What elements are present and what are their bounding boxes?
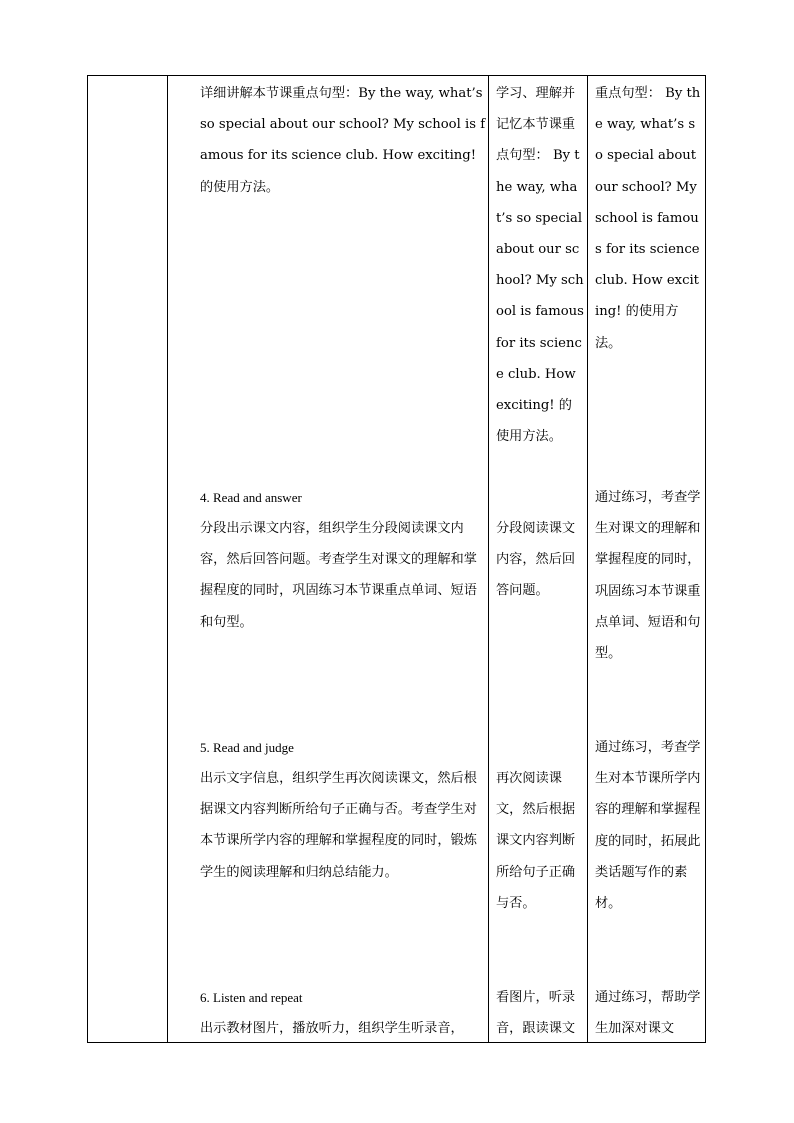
lesson-table [87, 75, 706, 1043]
design-intent-cell-4: 通过练习，帮助学生加深对课文 [595, 990, 701, 1037]
teacher-activity-cell-2: 分段出示课文内容，组织学生分段阅读课文内容，然后回答问题。考查学生对课文的理解和掌握程度的同时，巩固练习本节课重点单词、短语和句型。 [200, 521, 477, 630]
teacher-activity-cell-1: 详细讲解本节课重点句型：By the way, what’s so special about our school? My school is famous for its science club. How exciting! 的使用方法。 [200, 86, 486, 195]
column-divider-1 [167, 76, 168, 1042]
design-intent-cell-3: 通过练习，考查学生对本节课所学内容的理解和掌握程度的同时，拓展此类话题写作的素材。 [595, 740, 701, 912]
column-divider-3 [587, 76, 588, 1042]
activity-heading-6: 6. Listen and repeat [200, 990, 303, 1005]
student-activity-cell-3: 再次阅读课文，然后根据课文内容判断所给句子正确与否。 [496, 771, 576, 911]
design-intent-cell-2: 通过练习，考查学生对课文的理解和掌握程度的同时，巩固练习本节课重点单词、短语和句型。 [595, 490, 701, 662]
teacher-activity-cell-3: 出示文字信息，组织学生再次阅读课文，然后根据课文内容判断所给句子正确与否。考查学生对本节课所学内容的理解和掌握程度的同时，锻炼学生的阅读理解和归纳总结能力。 [200, 771, 477, 880]
activity-heading-4: 4. Read and answer [200, 490, 302, 505]
student-activity-cell-2: 分段阅读课文内容，然后回答问题。 [496, 521, 576, 599]
design-intent-cell-1: 重点句型： By the way, what’s so special about our school? My school is famous for its science club. How exciting! 的使用方法。 [595, 86, 701, 351]
teacher-activity-cell-4: 出示教材图片，播放听力，组织学生听录音， [200, 1021, 464, 1036]
activity-heading-5: 5. Read and judge [200, 740, 294, 755]
student-activity-cell-4: 看图片，听录音，跟读课文 [496, 990, 576, 1037]
student-activity-cell-1: 学习、理解并记忆本节课重点句型： By the way, what’s so special about our school? My school is famous for its science club. How exciting! 的使用方法。 [496, 86, 584, 445]
